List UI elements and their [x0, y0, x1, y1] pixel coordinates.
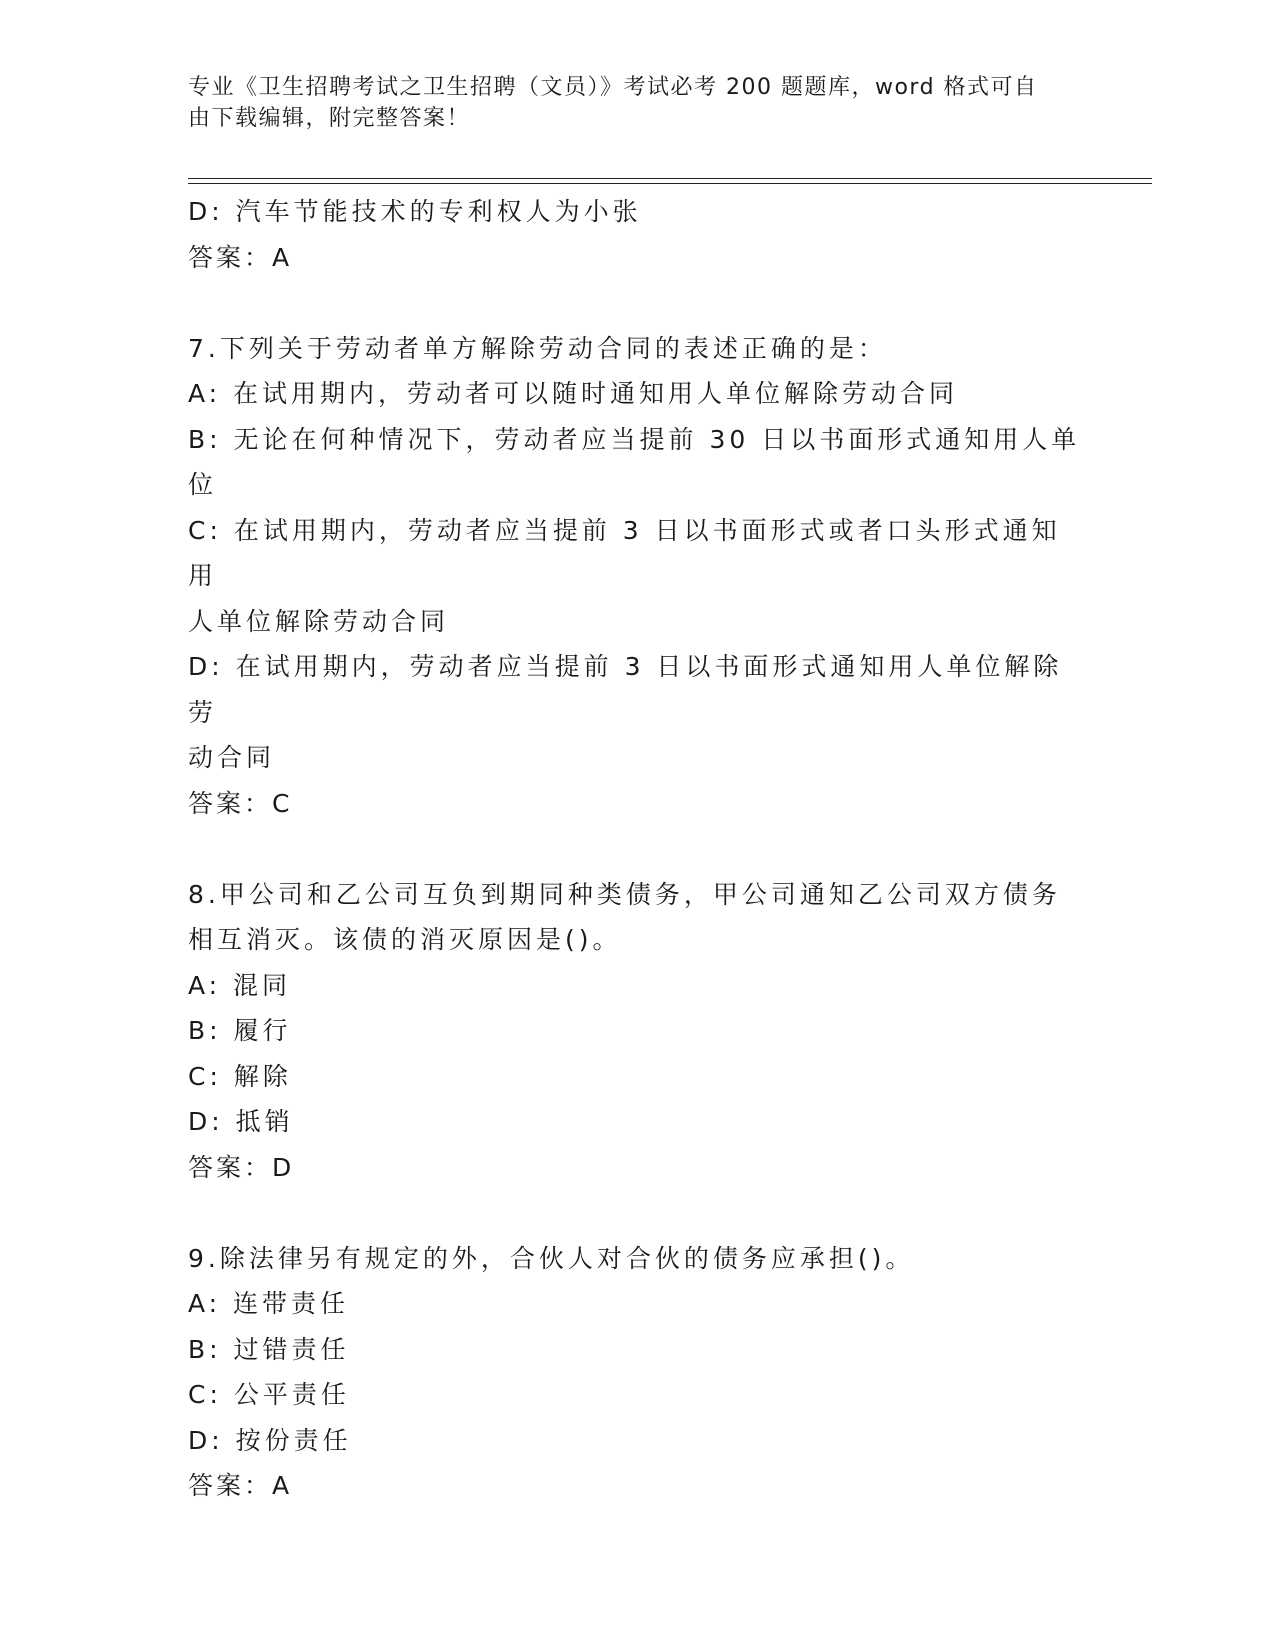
option-b-line-2: 位 [188, 470, 218, 499]
option-a: A: 连带责任 [188, 1289, 350, 1318]
option-c-line-1: C: 在试用期内，劳动者应当提前 3 日以书面形式或者口头形式通知用 [188, 515, 1061, 590]
option-b-line-1: B: 无论在何种情况下，劳动者应当提前 30 日以书面形式通知用人单 [188, 424, 1081, 454]
question-stem: 9.除法律另有规定的外，合伙人对合伙的债务应承担()。 [188, 1243, 915, 1273]
option-d: D: 抵销 [188, 1107, 294, 1136]
option-a: A: 混同 [188, 970, 292, 1000]
option-c: C: 公平责任 [188, 1380, 350, 1409]
answer: 答案：A [188, 242, 293, 272]
option-d: D: 按份责任 [188, 1425, 352, 1455]
question-7 [188, 326, 1088, 827]
question-stem-line-2: 相互消灭。该债的消灭原因是()。 [188, 925, 622, 954]
answer: 答案：D [188, 1152, 295, 1182]
option-d-line-2: 动合同 [188, 743, 276, 772]
header-divider-bottom [188, 183, 1152, 184]
option-c: C: 解除 [188, 1061, 292, 1091]
option-c-line-2: 人单位解除劳动合同 [188, 606, 450, 636]
question-6-tail [188, 189, 1088, 280]
document-body [188, 189, 1088, 1509]
spacer [188, 280, 1088, 326]
document-header [188, 72, 1068, 134]
question-9 [188, 1236, 1088, 1509]
option-d: D: 汽车节能技术的专利权人为小张 [188, 197, 642, 226]
header-title-line-2: 由下载编辑，附完整答案！ [188, 106, 471, 131]
option-a: A: 在试用期内，劳动者可以随时通知用人单位解除劳动合同 [188, 379, 959, 408]
answer: 答案：A [188, 1471, 293, 1500]
question-stem-line-1: 8.甲公司和乙公司互负到期同种类债务，甲公司通知乙公司双方债务 [188, 879, 1061, 909]
option-b: B: 履行 [188, 1016, 292, 1045]
header-divider-top [188, 178, 1152, 179]
option-d-line-1: D: 在试用期内，劳动者应当提前 3 日以书面形式通知用人单位解除劳 [188, 652, 1063, 727]
question-stem: 7.下列关于劳动者单方解除劳动合同的表述正确的是： [188, 333, 887, 363]
spacer [188, 1190, 1088, 1236]
question-8 [188, 872, 1088, 1191]
answer: 答案：C [188, 788, 293, 818]
spacer [188, 826, 1088, 872]
header-title-line-1: 专业《卫生招聘考试之卫生招聘（文员）》考试必考 200 题题库，word 格式可自 [188, 75, 1038, 100]
option-b: B: 过错责任 [188, 1334, 350, 1364]
